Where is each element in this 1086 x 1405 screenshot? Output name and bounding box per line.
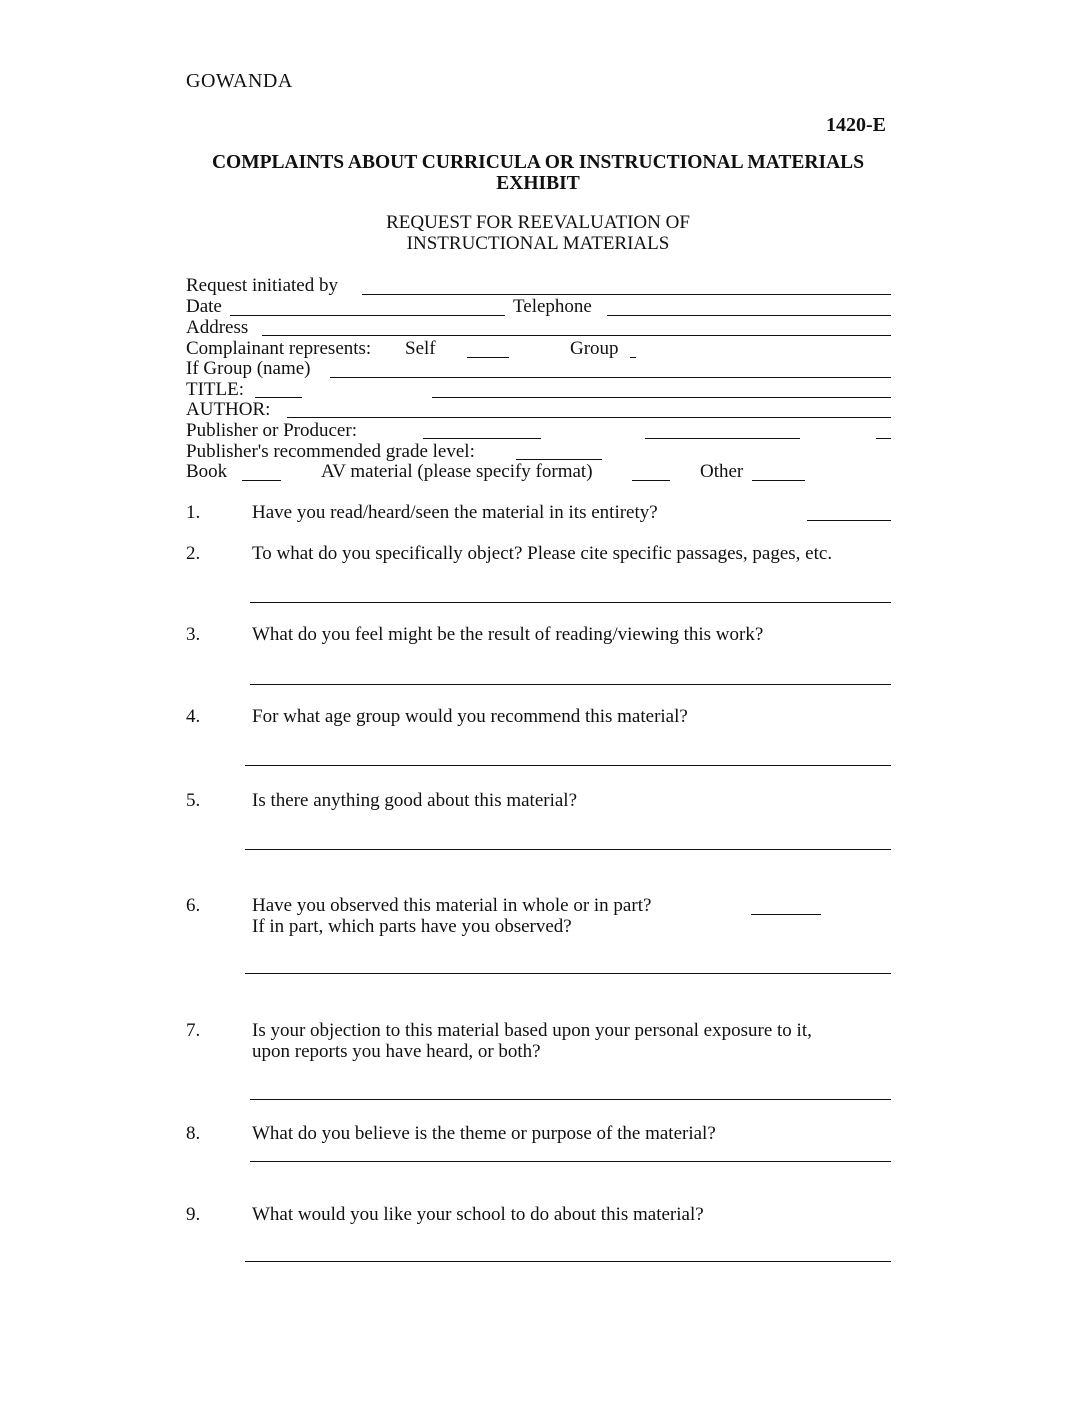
answer-line[interactable] (807, 520, 891, 521)
self-label: Self (405, 338, 436, 359)
question-text: Is there anything good about this material? (252, 790, 578, 811)
question-number: 1. (186, 502, 201, 523)
answer-line[interactable] (250, 684, 891, 685)
question-text: What do you feel might be the result of reading/viewing this work? (252, 624, 764, 645)
question-text: For what age group would you recommend this material? (252, 706, 688, 727)
answer-line[interactable] (250, 602, 891, 603)
document-title: COMPLAINTS ABOUT CURRICULA OR INSTRUCTIONAL MATERIALS (211, 152, 865, 173)
question-text-continued: If in part, which parts have you observed? (252, 916, 572, 937)
request-initiated-by-field[interactable] (362, 294, 891, 295)
question-text: Have you observed this material in whole or in part? (252, 895, 652, 916)
if-group-field[interactable] (330, 377, 891, 378)
question-text: Is your objection to this material based upon your personal exposure to it, (252, 1020, 812, 1041)
answer-line[interactable] (245, 1261, 891, 1262)
telephone-label: Telephone (513, 296, 592, 317)
question-text-continued: upon reports you have heard, or both? (252, 1041, 541, 1062)
date-label: Date (186, 296, 222, 317)
publisher-field-a[interactable] (423, 438, 541, 439)
self-field[interactable] (467, 357, 509, 358)
complainant-represents-label: Complainant represents: (186, 338, 372, 359)
answer-line[interactable] (245, 765, 891, 766)
address-field[interactable] (262, 335, 891, 336)
question-number: 8. (186, 1123, 201, 1144)
if-group-label: If Group (name) (186, 358, 311, 379)
form-title-line1: REQUEST FOR REEVALUATION OF (386, 212, 690, 233)
form-title-line2: INSTRUCTIONAL MATERIALS (406, 233, 670, 254)
district-name: GOWANDA (186, 70, 293, 92)
question-number: 7. (186, 1020, 201, 1041)
av-material-label: AV material (please specify format) (321, 461, 593, 482)
question-text: What would you like your school to do about this material? (252, 1204, 704, 1225)
other-field[interactable] (752, 480, 805, 481)
grade-level-label: Publisher's recommended grade level: (186, 441, 475, 462)
answer-line[interactable] (250, 1099, 891, 1100)
publisher-field-c[interactable] (876, 438, 891, 439)
title-label: TITLE: (186, 379, 245, 400)
publisher-label: Publisher or Producer: (186, 420, 357, 441)
address-label: Address (186, 317, 249, 338)
policy-number: 1420-E (826, 114, 886, 136)
question-number: 5. (186, 790, 201, 811)
question-number: 2. (186, 543, 201, 564)
grade-level-field[interactable] (516, 459, 602, 460)
title-field-short[interactable] (255, 397, 302, 398)
group-field[interactable] (630, 357, 636, 358)
author-label: AUTHOR: (186, 399, 271, 420)
book-label: Book (186, 461, 228, 482)
question-number: 9. (186, 1204, 201, 1225)
av-material-field[interactable] (632, 480, 670, 481)
question-text: Have you read/heard/seen the material in its entirety? (252, 502, 658, 523)
date-field[interactable] (230, 315, 505, 316)
question-number: 6. (186, 895, 201, 916)
question-text: To what do you specifically object? Please cite specific passages, pages, etc. (252, 543, 833, 564)
telephone-field[interactable] (607, 315, 891, 316)
question-text-block (252, 895, 651, 937)
answer-line[interactable] (250, 1161, 891, 1162)
book-field[interactable] (242, 480, 281, 481)
question-number: 4. (186, 706, 201, 727)
publisher-field-b[interactable] (645, 438, 800, 439)
title-field[interactable] (432, 397, 891, 398)
question-text-block (252, 1020, 812, 1062)
question-number: 3. (186, 624, 201, 645)
request-initiated-by-label: Request initiated by (186, 275, 338, 296)
answer-line[interactable] (245, 973, 891, 974)
other-label: Other (700, 461, 744, 482)
author-field[interactable] (287, 417, 891, 418)
group-label: Group (570, 338, 619, 359)
answer-line-short[interactable] (751, 914, 821, 915)
answer-line[interactable] (245, 849, 891, 850)
question-text: What do you believe is the theme or purpose of the material? (252, 1123, 716, 1144)
document-subtitle: EXHIBIT (496, 173, 580, 194)
